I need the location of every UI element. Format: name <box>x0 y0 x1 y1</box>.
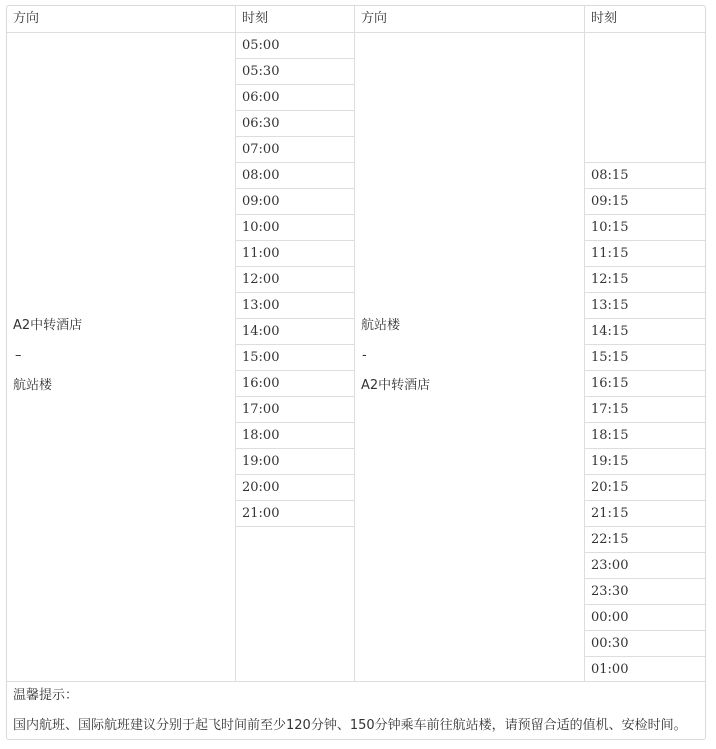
time-cell: 08:00 <box>242 168 280 183</box>
time-row-divider <box>236 136 354 137</box>
header-time-2: 时刻 <box>591 11 618 26</box>
time-row-divider <box>585 370 705 371</box>
time-row-divider <box>236 344 354 345</box>
time-row-divider <box>236 58 354 59</box>
time-row-divider <box>585 214 705 215</box>
time-row-divider <box>236 526 354 527</box>
time-row-divider <box>585 162 705 163</box>
time-cell: 13:00 <box>242 298 280 313</box>
time-cell: 23:30 <box>591 584 629 599</box>
time-row-divider <box>585 396 705 397</box>
time-row-divider <box>236 266 354 267</box>
time-row-divider <box>585 240 705 241</box>
header-divider <box>7 32 705 33</box>
time-cell: 17:15 <box>591 402 629 417</box>
time-cell: 07:00 <box>242 142 280 157</box>
time-row-divider <box>585 344 705 345</box>
time-row-divider <box>585 188 705 189</box>
time-row-divider <box>585 448 705 449</box>
direction-1-from: A2中转酒店 <box>13 318 83 333</box>
time-cell: 00:30 <box>591 636 629 651</box>
time-row-divider <box>585 500 705 501</box>
time-cell: 05:30 <box>242 64 280 79</box>
time-cell: 05:00 <box>242 38 280 53</box>
time-cell: 18:15 <box>591 428 629 443</box>
time-row-divider <box>236 474 354 475</box>
time-cell: 09:00 <box>242 194 280 209</box>
time-row-divider <box>585 630 705 631</box>
time-cell: 11:15 <box>591 246 629 261</box>
direction-2-separator: - <box>362 348 367 363</box>
time-row-divider <box>236 110 354 111</box>
time-row-divider <box>236 292 354 293</box>
time-row-divider <box>585 422 705 423</box>
time-cell: 12:00 <box>242 272 280 287</box>
time-cell: 08:15 <box>591 168 629 183</box>
time-cell: 12:15 <box>591 272 629 287</box>
time-row-divider <box>585 578 705 579</box>
time-cell: 13:15 <box>591 298 629 313</box>
time-cell: 09:15 <box>591 194 629 209</box>
time-cell: 14:15 <box>591 324 629 339</box>
time-cell: 16:00 <box>242 376 280 391</box>
time-row-divider <box>236 188 354 189</box>
time-cell: 20:15 <box>591 480 629 495</box>
time-row-divider <box>236 500 354 501</box>
time-cell: 15:00 <box>242 350 280 365</box>
header-direction-1: 方向 <box>13 11 40 26</box>
time-row-divider <box>585 552 705 553</box>
time-cell: 06:00 <box>242 90 280 105</box>
direction-2-to: A2中转酒店 <box>361 378 431 393</box>
time-cell: 11:00 <box>242 246 280 261</box>
time-row-divider <box>236 370 354 371</box>
time-cell: 20:00 <box>242 480 280 495</box>
time-row-divider <box>585 292 705 293</box>
time-cell: 01:00 <box>591 662 629 677</box>
time-row-divider <box>236 396 354 397</box>
direction-1-separator: – <box>15 348 22 363</box>
time-cell: 17:00 <box>242 402 280 417</box>
time-cell: 19:00 <box>242 454 280 469</box>
time-row-divider <box>236 422 354 423</box>
time-row-divider <box>585 526 705 527</box>
time-row-divider <box>236 448 354 449</box>
notes-divider <box>7 681 705 682</box>
time-cell: 19:15 <box>591 454 629 469</box>
time-cell: 00:00 <box>591 610 629 625</box>
time-cell: 21:00 <box>242 506 280 521</box>
time-cell: 14:00 <box>242 324 280 339</box>
time-cell: 10:00 <box>242 220 280 235</box>
direction-2-from: 航站楼 <box>361 318 401 333</box>
notes-title: 温馨提示： <box>13 688 79 703</box>
column-divider-2 <box>354 6 355 682</box>
time-cell: 16:15 <box>591 376 629 391</box>
header-direction-2: 方向 <box>361 11 388 26</box>
time-row-divider <box>236 318 354 319</box>
time-row-divider <box>236 84 354 85</box>
time-cell: 15:15 <box>591 350 629 365</box>
header-time-1: 时刻 <box>242 11 269 26</box>
time-cell: 22:15 <box>591 532 629 547</box>
time-row-divider <box>236 162 354 163</box>
time-cell: 10:15 <box>591 220 629 235</box>
direction-1-to: 航站楼 <box>13 378 53 393</box>
time-row-divider <box>585 604 705 605</box>
time-row-divider <box>236 214 354 215</box>
time-cell: 18:00 <box>242 428 280 443</box>
time-row-divider <box>585 318 705 319</box>
time-row-divider <box>585 266 705 267</box>
time-cell: 23:00 <box>591 558 629 573</box>
time-cell: 21:15 <box>591 506 629 521</box>
time-row-divider <box>236 240 354 241</box>
time-cell: 06:30 <box>242 116 280 131</box>
time-row-divider <box>585 656 705 657</box>
time-row-divider <box>585 474 705 475</box>
notes-body: 国内航班、国际航班建议分别于起飞时间前至少120分钟、150分钟乘车前往航站楼，请预留合适的值机、安检时间。 <box>13 718 687 733</box>
